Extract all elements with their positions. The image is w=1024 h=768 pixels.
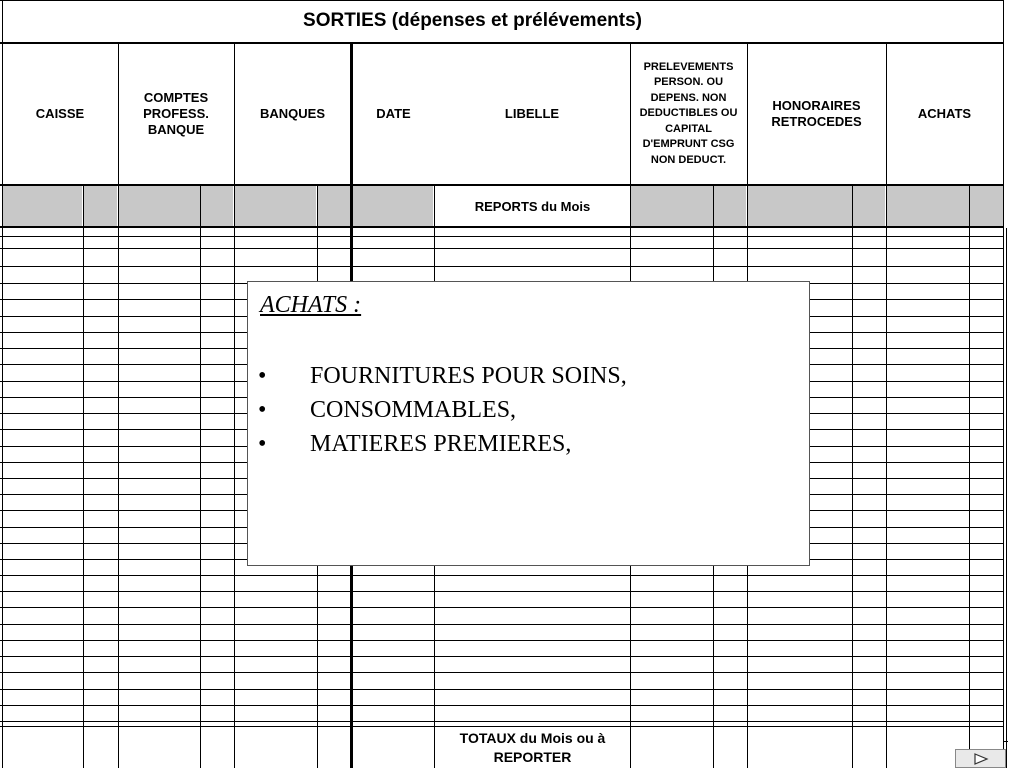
report-cell-shaded (118, 186, 200, 226)
col-header-prelevements: PRELEVEMENTS PERSON. OU DEPENS. NON DEDUCTIBLES OU CAPITAL D'EMPRUNT CSG NON DEDUCT. (639, 60, 738, 166)
table-row (0, 236, 1004, 237)
report-cell-shaded (714, 186, 746, 226)
list-item (256, 427, 627, 461)
table-row (0, 248, 1004, 249)
subcolumn-divider (852, 186, 853, 768)
table-row (0, 640, 1004, 641)
reports-du-mois-label: REPORTS du Mois (474, 198, 591, 214)
list-item (256, 393, 627, 427)
col-header-libelle: LIBELLE (504, 106, 560, 121)
col-header-caisse: CAISSE (35, 106, 85, 121)
report-cell-shaded (201, 186, 233, 226)
report-cell-shaded (84, 186, 117, 226)
table-row (0, 266, 1004, 267)
subcolumn-divider (83, 186, 84, 768)
col-header-achats: ACHATS (917, 106, 972, 121)
col-header-honoraires-retrocedes: HONORAIRES RETROCEDES (771, 98, 862, 129)
table-row (0, 607, 1004, 608)
report-cell-shaded (970, 186, 1003, 226)
table-row (0, 624, 1004, 625)
sheet-title: SORTIES (dépenses et prélévements) (303, 10, 642, 31)
reports-row-bottom-line (0, 226, 1004, 228)
col-header-comptes-profess-banque: COMPTES PROFESS. BANQUE (143, 90, 209, 137)
column-divider (1003, 0, 1004, 768)
next-slide-button[interactable] (955, 749, 1006, 768)
report-cell-shaded (631, 186, 713, 226)
report-cell-shaded (748, 186, 852, 226)
table-row (0, 721, 1004, 722)
bullet-icon: • (258, 431, 267, 457)
list-item-text: MATIERES PREMIERES, (310, 431, 572, 457)
callout-list (256, 359, 627, 461)
table-row (0, 656, 1004, 657)
list-item-text: FOURNITURES POUR SOINS, (310, 363, 627, 389)
table-row (0, 591, 1004, 592)
table-row (0, 672, 1004, 673)
next-slide-icon (973, 753, 989, 765)
col-header-banques: BANQUES (259, 106, 325, 121)
bullet-icon: • (258, 363, 267, 389)
table-row (0, 575, 1004, 576)
callout-title: ACHATS : (260, 292, 362, 318)
subcolumn-divider (200, 186, 201, 768)
list-item (256, 359, 627, 393)
achats-callout-box (247, 281, 810, 566)
totaux-du-mois-label: TOTAUX du Mois ou à REPORTER (459, 729, 606, 765)
report-cell-shaded (235, 186, 316, 226)
grid-right-edge (1006, 228, 1007, 768)
report-cell-shaded (853, 186, 885, 226)
report-cell-shaded (318, 186, 350, 226)
col-header-date: DATE (376, 106, 411, 121)
report-cell-shaded (887, 186, 969, 226)
bullet-icon: • (258, 397, 267, 423)
table-row (0, 705, 1004, 706)
report-cell-shaded (353, 186, 433, 226)
report-cell-shaded (2, 186, 82, 226)
list-item-text: CONSOMMABLES, (310, 397, 517, 423)
subcolumn-divider (969, 186, 970, 768)
table-row (0, 689, 1004, 690)
